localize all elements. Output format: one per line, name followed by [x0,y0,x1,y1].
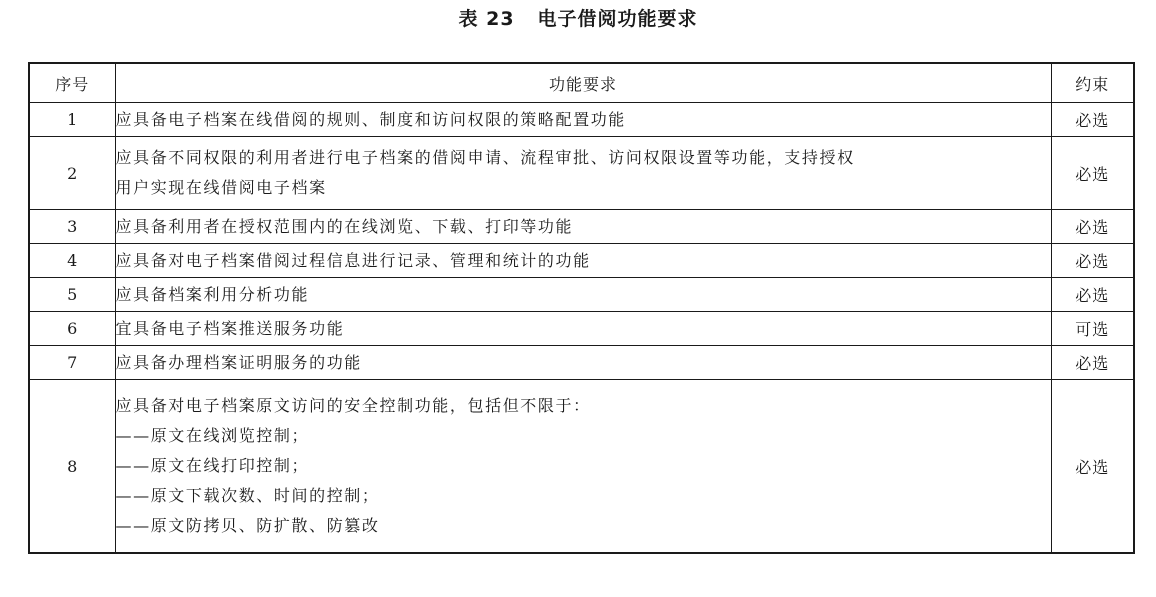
row-number: 6 [29,312,115,346]
requirement-cell [115,137,1051,210]
constraint-cell: 必选 [1051,380,1134,554]
requirement-line: 应具备档案利用分析功能 [115,284,310,304]
requirement-line: 应具备对电子档案借阅过程信息进行记录、管理和统计的功能 [115,250,591,270]
row-number: 8 [29,380,115,554]
row-number: 1 [29,103,115,137]
constraint-cell: 可选 [1051,312,1134,346]
requirement-line: 用户实现在线借阅电子档案 [115,178,327,197]
table-number: 表 23 [458,8,515,30]
requirement-line: 应具备电子档案在线借阅的规则、制度和访问权限的策略配置功能 [115,109,626,129]
requirement-line: 应具备对电子档案原文访问的安全控制功能，包括但不限于： [115,396,591,415]
constraint-cell: 必选 [1051,210,1134,244]
table-row [29,244,1134,278]
table-row [29,210,1134,244]
header-constraint: 约束 [1051,63,1134,103]
table-row [29,380,1134,554]
row-number: 7 [29,346,115,380]
table-row [29,137,1134,210]
requirement-line: ——原文下载次数、时间的控制； [115,486,380,505]
requirement-cell [115,244,1051,278]
table-row [29,312,1134,346]
requirement-cell [115,210,1051,244]
constraint-cell: 必选 [1051,346,1134,380]
requirement-line: 应具备不同权限的利用者进行电子档案的借阅申请、流程审批、访问权限设置等功能，支持授权 [115,148,855,167]
constraint-cell: 必选 [1051,244,1134,278]
requirement-cell [115,103,1051,137]
requirements-table [28,62,1135,554]
table-row [29,346,1134,380]
requirement-line: ——原文在线打印控制； [115,456,310,475]
row-number: 3 [29,210,115,244]
requirement-line: ——原文防拷贝、防扩散、防篡改 [115,516,380,535]
requirement-cell [115,380,1051,554]
header-requirement: 功能要求 [115,63,1051,103]
constraint-cell: 必选 [1051,278,1134,312]
row-number: 4 [29,244,115,278]
requirement-cell [115,312,1051,346]
row-number: 5 [29,278,115,312]
requirement-cell [115,346,1051,380]
requirement-line: 应具备办理档案证明服务的功能 [115,352,362,372]
constraint-cell: 必选 [1051,103,1134,137]
table-title: 电子借阅功能要求 [537,8,698,30]
requirement-line: 宜具备电子档案推送服务功能 [115,318,345,338]
table-header-row [29,63,1134,103]
requirement-cell [115,278,1051,312]
header-serial-number: 序号 [29,63,115,103]
requirement-line: 应具备利用者在授权范围内的在线浏览、下载、打印等功能 [115,216,574,236]
requirement-line: ——原文在线浏览控制； [115,426,310,445]
table-row [29,278,1134,312]
table-row [29,103,1134,137]
table-caption [0,6,1156,32]
row-number: 2 [29,137,115,210]
constraint-cell: 必选 [1051,137,1134,210]
